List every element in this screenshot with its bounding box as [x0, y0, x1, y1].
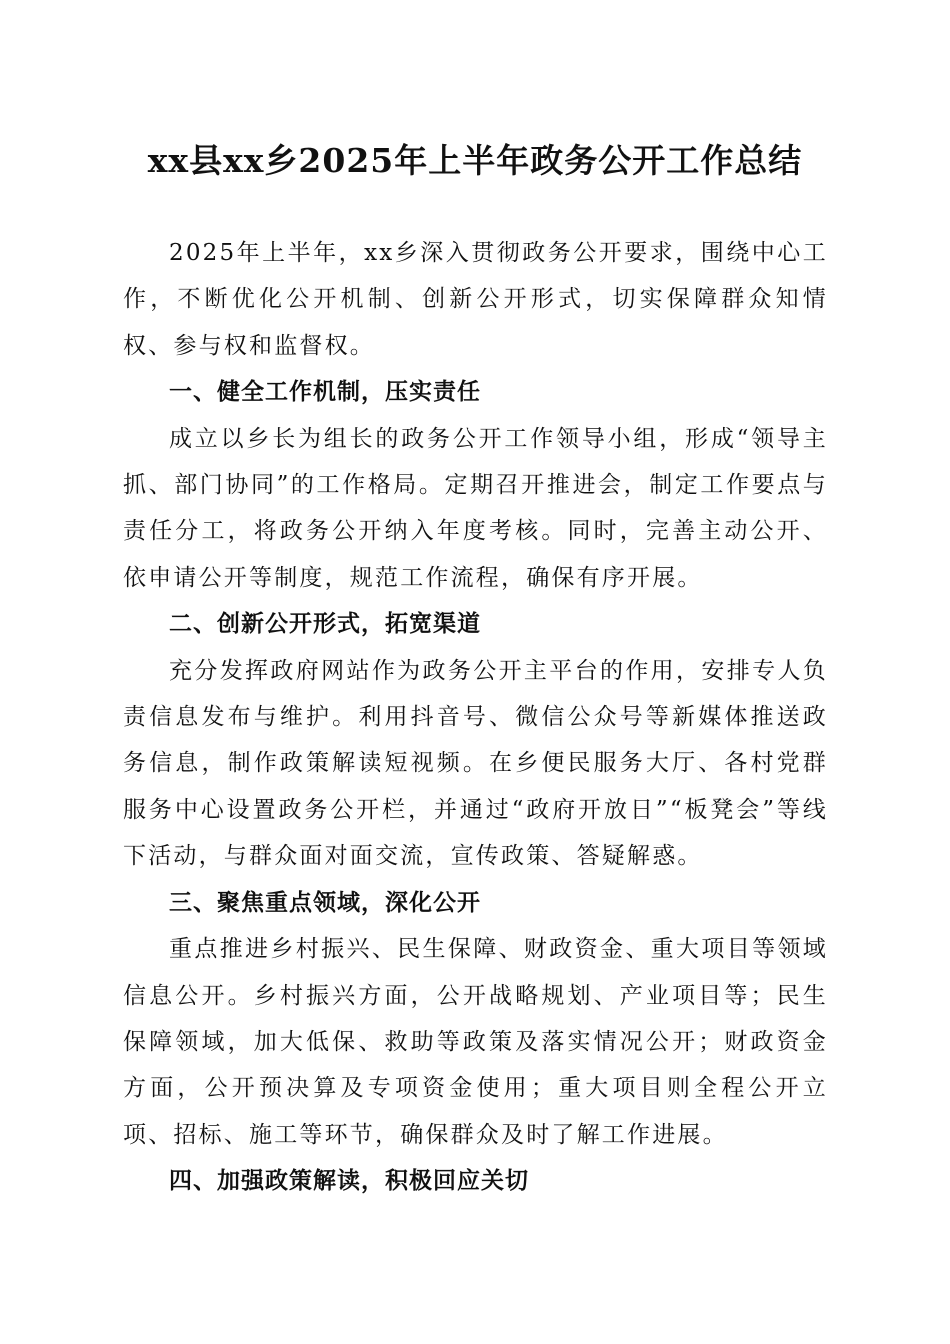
section-heading-2: 二、创新公开形式，拓宽渠道 [169, 611, 481, 638]
section-paragraph-2: 充分发挥政府网站作为政务公开主平台的作用，安排专人负责信息发布与维护。利用抖音号、微信公众号等新媒体推送政务信息，制作政策解读短视频。在乡便民服务大厅、各村党群服务中心设置政务公开栏，并通过“政府开放日”“板凳会”等线下活动，与群众面对面交流，宣传政策、答疑解惑。 [123, 657, 828, 870]
document-body [123, 230, 828, 1205]
section-paragraph-1: 成立以乡长为组长的政务公开工作领导小组，形成“领导主抓、部门协同”的工作格局。定期召开推进会，制定工作要点与责任分工，将政务公开纳入年度考核。同时，完善主动公开、依申请公开等制度，规范工作流程，确保有序开展。 [123, 425, 828, 591]
section-heading-1: 一、健全工作机制，压实责任 [169, 379, 481, 406]
section-heading-4: 四、加强政策解读，积极回应关切 [169, 1168, 529, 1195]
section-heading-3: 三、聚焦重点领域，深化公开 [169, 889, 481, 916]
document-title: xx县xx乡2025年上半年政务公开工作总结 [147, 141, 803, 180]
intro-paragraph: 2025年上半年，xx乡深入贯彻政务公开要求，围绕中心工作，不断优化公开机制、创新公开形式，切实保障群众知情权、参与权和监督权。 [123, 240, 828, 359]
section-paragraph-3: 重点推进乡村振兴、民生保障、财政资金、重大项目等领域信息公开。乡村振兴方面，公开战略规划、产业项目等；民生保障领域，加大低保、救助等政策及落实情况公开；财政资金方面，公开预决算及专项资金使用；重大项目则全程公开立项、招标、施工等环节，确保群众及时了解工作进展。 [123, 936, 828, 1148]
